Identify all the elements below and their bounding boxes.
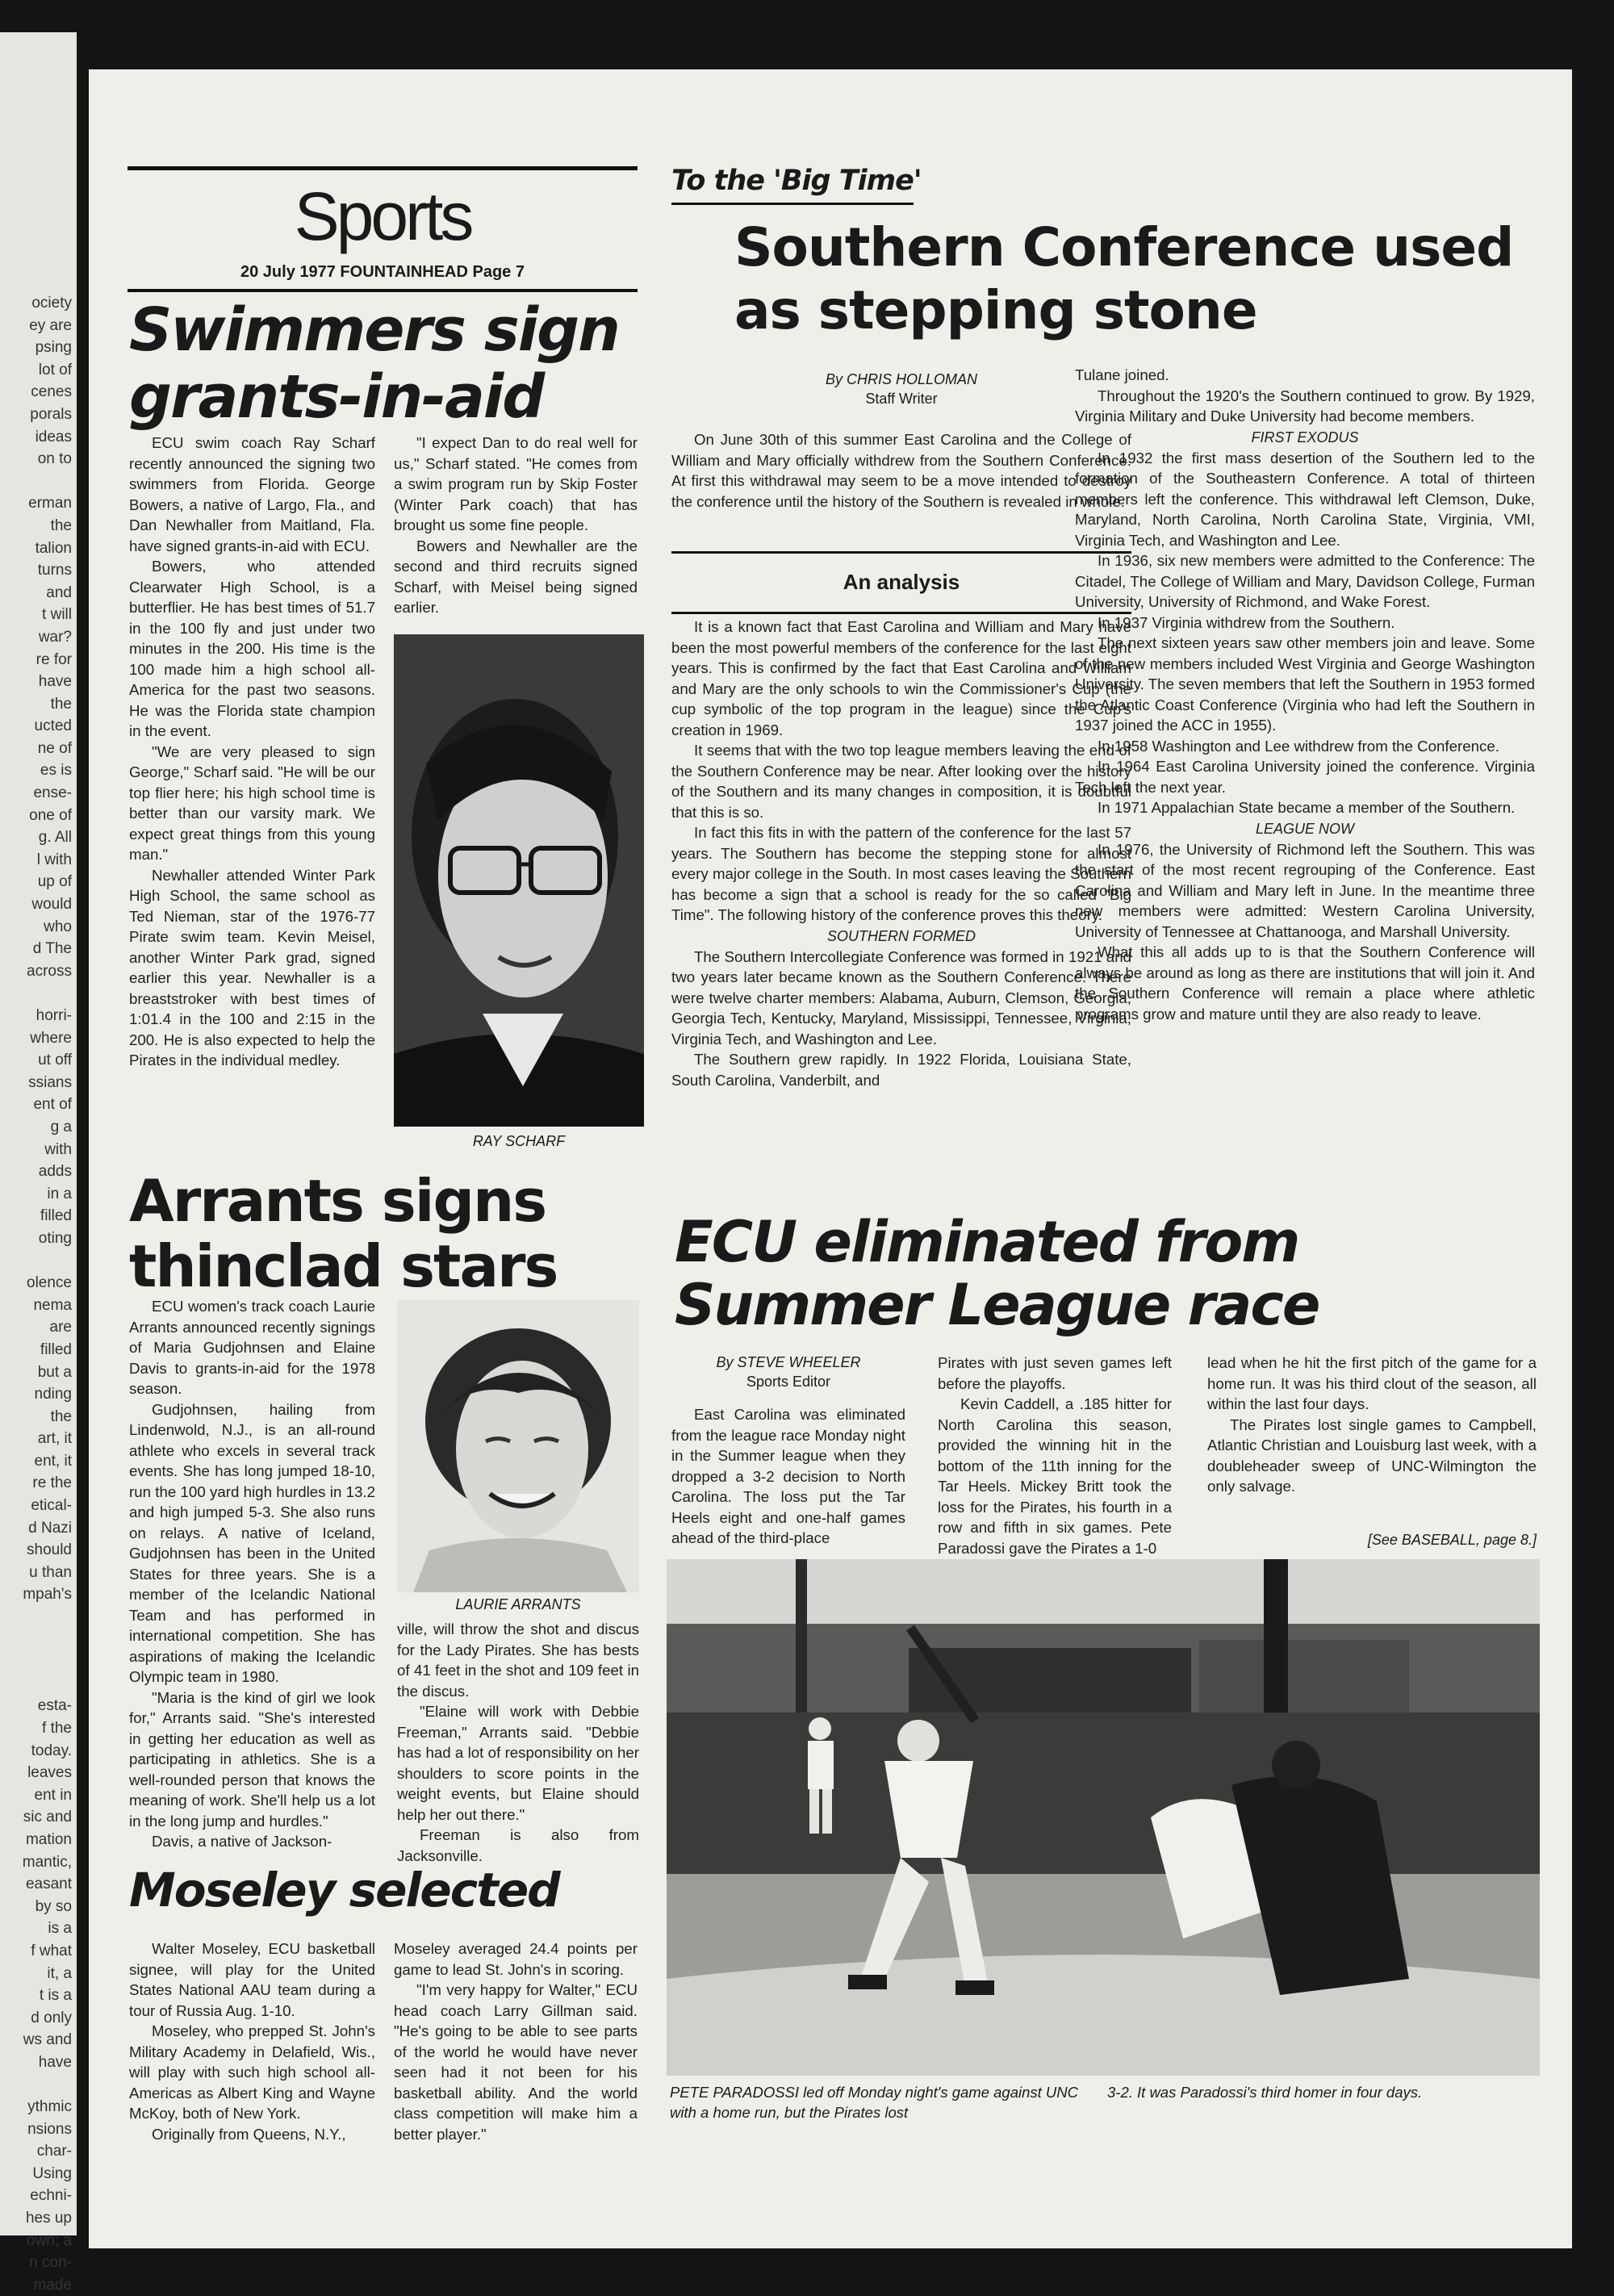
adjacent-page-edge xyxy=(0,32,77,2294)
ecu-byline-name: By STEVE WHEELER xyxy=(716,1354,861,1370)
swimmers-headline: Swimmers sign grants-in-aid xyxy=(129,295,619,432)
arrants-p2: Gudjohnsen, hailing from Lindenwold, N.J., is an all-round athlete who excels in several track events. She has long jumped 18-10, run the 100 yard high hurdles in 13.2 and high jumped 5-3. She also runs on relays. A native of Iceland, Gudjohnsen has been in the United States for three years. She is a member of the Icelandic National Team and has performed in international competition. She has aspirations of making the Icelandic Olympic team in 1980. xyxy=(129,1400,375,1685)
southern-byline xyxy=(671,370,1131,408)
baseball-photo-caption-left: PETE PARADOSSI led off Monday night's game against UNC with a home run, but the Pirates lost xyxy=(670,2084,1078,2121)
sub-league-now: LEAGUE NOW xyxy=(1255,820,1355,837)
ecu-byline xyxy=(671,1353,905,1391)
laurie-arrants-photo xyxy=(397,1300,639,1592)
moseley-col1 xyxy=(129,1938,375,2144)
moseley-col2 xyxy=(394,1938,638,2144)
southern-p1: It is a known fact that East Carolina and William and Mary have been the most powerful members of the conference for the last eight years. This is confirmed by the fact that East Carolina and William and Mary are the only schools to win the Commissioner's Cup (the cup symbolic of the top program in the league) since the Cup's creation in 1969. xyxy=(671,618,1131,738)
sub-southern-formed: SOUTHERN FORMED xyxy=(827,927,976,944)
baseball-photo-caption-right: 3-2. It was Paradossi's third homer in four days. xyxy=(1107,2084,1423,2101)
southern-col2 xyxy=(1075,365,1535,1024)
arrants-p7: Freeman is also from Jacksonville. xyxy=(397,1826,639,1864)
ecu-p3: Kevin Caddell, a .185 hitter for North Carolina this season, provided the winning hit in the bottom of the 11th inning for the Tar Heels. Mickey Britt took the loss for the Pirates, his fourth in a row and fifth in six games. Pete Paradossi gave the Pirates a 1-0 xyxy=(938,1395,1172,1557)
southern-p9: In 1936, six new members were admitted to the Conference: The Citadel, The College of William and Mary, Davidson College, Furman University, University of Richmond, and Wake Forest. xyxy=(1075,552,1535,610)
swimmers-p3: "We are very pleased to sign George," Scharf said. "He will be our top flier here; his high school time is better than our varsity mark. We expect great things from this young man." xyxy=(129,742,375,863)
southern-headline: Southern Conference used as stepping stone xyxy=(734,216,1514,341)
newspaper-page xyxy=(89,69,1572,2248)
arrants-p1: ECU women's track coach Laurie Arrants announced recently signings of Maria Gudjohnsen and Elaine Davis to grants-in-aid for the 1978 season. xyxy=(129,1298,375,1397)
arrants-p5: ville, will throw the shot and discus for the Lady Pirates. She has bests of 41 feet in the shot and 109 feet in the discus. xyxy=(397,1621,639,1700)
ecu-headline: ECU eliminated from Summer League race xyxy=(675,1209,1319,1338)
arrants-col1 xyxy=(129,1296,375,1852)
sub-first-exodus: FIRST EXODUS xyxy=(1251,429,1359,445)
dateline: 20 July 1977 FOUNTAINHEAD Page 7 xyxy=(240,263,525,281)
southern-p13: In 1964 East Carolina University joined the conference. Virginia Tech left the next year. xyxy=(1075,758,1535,796)
arrants-p3: "Maria is the kind of girl we look for," Arrants said. "She's interested in getting her education as well as participating in athletics. She is a well-rounded person that knows the meaning of work. She'll help us a lot in the long jump and hurdles." xyxy=(129,1688,375,1830)
swimmers-p6: Bowers and Newhaller are the second and third recruits signed Scharf, with Meisel being signed earlier. xyxy=(394,537,638,616)
ecu-col1 xyxy=(671,1404,905,1549)
moseley-p2: Moseley, who prepped St. John's Military Academy in Delafield, Wis., will play with such high school all-Americas as Albert King and Wayne McKoy, both of New York. xyxy=(129,2022,375,2122)
ecu-col2 xyxy=(938,1353,1172,1558)
ecu-col3 xyxy=(1207,1353,1537,1497)
southern-p2: It seems that with the two top league members leaving the end of the Southern Conference may be near. After looking over the history of the Southern and its many changes in composition, it is doubtful that this is so. xyxy=(671,742,1131,821)
ecu-byline-title: Sports Editor xyxy=(746,1374,831,1390)
swimmers-p1: ECU swim coach Ray Scharf recently announced the signing two swimmers from Florida. George Bowers, a native of Largo, Fla., and Dan Newhaller from Maitland, Fla. have signed grants-in-aid with ECU. xyxy=(129,434,375,554)
southern-lead xyxy=(671,429,1131,512)
laurie-arrants-caption: LAURIE ARRANTS xyxy=(455,1596,581,1612)
moseley-p1: Walter Moseley, ECU basketball signee, will play for the United States National AAU team during a tour of Russia Aug. 1-10. xyxy=(129,1940,375,2019)
analysis-top-rule xyxy=(671,551,1131,554)
adjacent-page-text: ociety ey are psing lot of cenes porals ideas on to erman the talion turns and t will war? re for have the ucted ne of es is ense- one of g. All l with up of would who d The across horri- where ut off ssians ent of g a with adds in a filled oting olence nema are filled but a nding the art, it ent, it re the etical- d Nazi should u than mpah's esta- f the today. leaves ent in sic and mation mantic, easant by so is a f what it, a t is a d only ws and have ythmic nsions char- Using echni- hes up own; a n con- made xyxy=(22,295,72,2294)
analysis-bottom-rule xyxy=(671,612,1131,614)
swimmers-p4: Newhaller attended Winter Park High School, the same school as Ted Nieman, star of the 1976-77 Pirate swim team. Kevin Meisel, another Winter Park grad, signed earlier this year. Newhaller is a breaststroker with best times of 1:01.4 in the 100 and 2:15 in the 200. He is also expected to help the Pirates in the individual medley. xyxy=(129,866,375,1069)
southern-p10: In 1937 Virginia withdrew from the Southern. xyxy=(1098,613,1395,631)
southern-p5: The Southern grew rapidly. In 1922 Florida, Louisiana State, South Carolina, Vanderbilt, and xyxy=(671,1051,1131,1089)
southern-p4: The Southern Intercollegiate Conference was formed in 1921 and two years later became known as the Southern Conference. There were twelve charter members: Alabama, Auburn, Clemson, Georgia, Georgia Tech, Kentucky, Maryland, Mississippi, Tennessee, Virginia, Virginia Tech, and Washington and Lee. xyxy=(671,947,1131,1048)
swimmers-col1 xyxy=(129,433,375,1071)
southern-byline-title: Staff Writer xyxy=(865,391,938,407)
masthead-top-rule xyxy=(128,166,638,170)
swimmers-p2: Bowers, who attended Clearwater High School, is a butterflier. He has best times of 51.7 in the 100 fly and just under two minutes in the 200. His time is the 100 made him a high school all-America for the past two seasons. He was the Florida state champion in the event. xyxy=(129,558,375,739)
masthead-bottom-rule xyxy=(128,289,638,292)
southern-p8: In 1932 the first mass desertion of the Southern led to the formation of the Southeastern Conference. A total of thirteen members left the conference. This withdrawal left Clemson, Duke, Maryland, North Carolina, North Carolina State, Virginia, VMI, Virginia Tech, and Washington and Lee. xyxy=(1075,449,1535,549)
arrants-p4: Davis, a native of Jackson- xyxy=(152,1833,332,1850)
ecu-p4: lead when he hit the first pitch of the game for a home run. It was his third clout of the season, all within the last four days. xyxy=(1207,1354,1537,1412)
baseball-jump-line: [See BASEBALL, page 8.] xyxy=(1367,1532,1537,1548)
baseball-game-photo xyxy=(667,1559,1540,2076)
swimmers-p5: "I expect Dan to do real well for us," Scharf stated. "He comes from a swim program run by Skip Foster (Winter Park coach) that has brought us some fine people. xyxy=(394,434,638,533)
southern-p6: Tulane joined. xyxy=(1075,366,1169,383)
southern-kicker: To the 'Big Time' xyxy=(671,165,922,197)
southern-p11: The next sixteen years saw other members join and leave. Some of the new members included West Virginia and George Washington University. The seven members that left the Southern in 1953 formed the Atlantic Coast Conference (Virginia who had left the Southern in 1937 joined the ACC in 1955). xyxy=(1075,634,1535,734)
moseley-p4: Moseley averaged 24.4 points per game to lead St. John's in scoring. xyxy=(394,1940,638,1978)
kicker-rule xyxy=(671,203,914,205)
moseley-p5: "I'm very happy for Walter," ECU head coach Larry Gillman said. "He's going to be able to see parts of the world he would have never seen had it not been for his basketball ability. And the world class competition will make him a better player." xyxy=(394,1981,638,2143)
southern-p7: Throughout the 1920's the Southern continued to grow. By 1929, Virginia Military and Duke University had become members. xyxy=(1075,387,1535,424)
southern-lead-paragraph: On June 30th of this summer East Carolina and the College of William and Mary officially withdrew from the Southern Conference. At first this withdrawal may seem to be a move intended to destroy the conference until the history of the Southern is revealed in whole. xyxy=(671,431,1131,510)
southern-p12: In 1958 Washington and Lee withdrew from the Conference. xyxy=(1098,737,1499,755)
arrants-headline: Arrants signs thinclad stars xyxy=(129,1167,558,1300)
southern-p14: In 1971 Appalachian State became a member of the Southern. xyxy=(1098,799,1516,816)
arrants-col2 xyxy=(397,1619,639,1866)
southern-col1 xyxy=(671,617,1131,1090)
moseley-p3: Originally from Queens, N.Y., xyxy=(152,2125,346,2143)
swimmers-col2 xyxy=(394,433,638,618)
section-title: Sports xyxy=(294,178,471,254)
ray-scharf-photo xyxy=(394,634,644,1127)
ray-scharf-caption: RAY SCHARF xyxy=(472,1133,566,1149)
ecu-p5: The Pirates lost single games to Campbell, Atlantic Christian and Louisburg last week, with a doubleheader sweep of UNC-Wilmington the only salvage. xyxy=(1207,1416,1537,1495)
analysis-label: An analysis xyxy=(843,570,960,594)
ecu-p2: Pirates with just seven games left before the playoffs. xyxy=(938,1354,1172,1392)
moseley-headline: Moseley selected xyxy=(129,1863,559,1918)
southern-byline-name: By CHRIS HOLLOMAN xyxy=(825,371,978,387)
southern-p15: In 1976, the University of Richmond left the Southern. This was the start of the most recent regrouping of the Conference. East Carolina and William and Mary left in June. In the meantime three new members were admitted: Western Carolina University, University of Tennessee at Chattanooga, and Marshall University. xyxy=(1075,840,1535,940)
southern-p3: In fact this fits in with the pattern of the conference for the last 57 years. The Southern has become the stepping stone for almost every major college in the South. In most cases leaving the Southern has become a sign that a school is ready for the so called "Big Time". The following history of the conference proves this theory. xyxy=(671,824,1131,923)
ecu-p1: East Carolina was eliminated from the league race Monday night in the Summer league when they dropped a 3-2 decision to North Carolina. The loss put the Tar Heels eight and one-half games ahead of the third-place xyxy=(671,1406,905,1546)
southern-p16: What this all adds up to is that the Southern Conference will always be around as long as there are institutions that will join it. And the Southern Conference will remain a place where athletic programs grow and mature until they are also ready to leave. xyxy=(1075,943,1535,1023)
arrants-p6: "Elaine will work with Debbie Freeman," Arrants said. "Debbie has had a lot of responsibility on her shoulders to score points in the weight events, but Elaine should help her out there." xyxy=(397,1703,639,1823)
